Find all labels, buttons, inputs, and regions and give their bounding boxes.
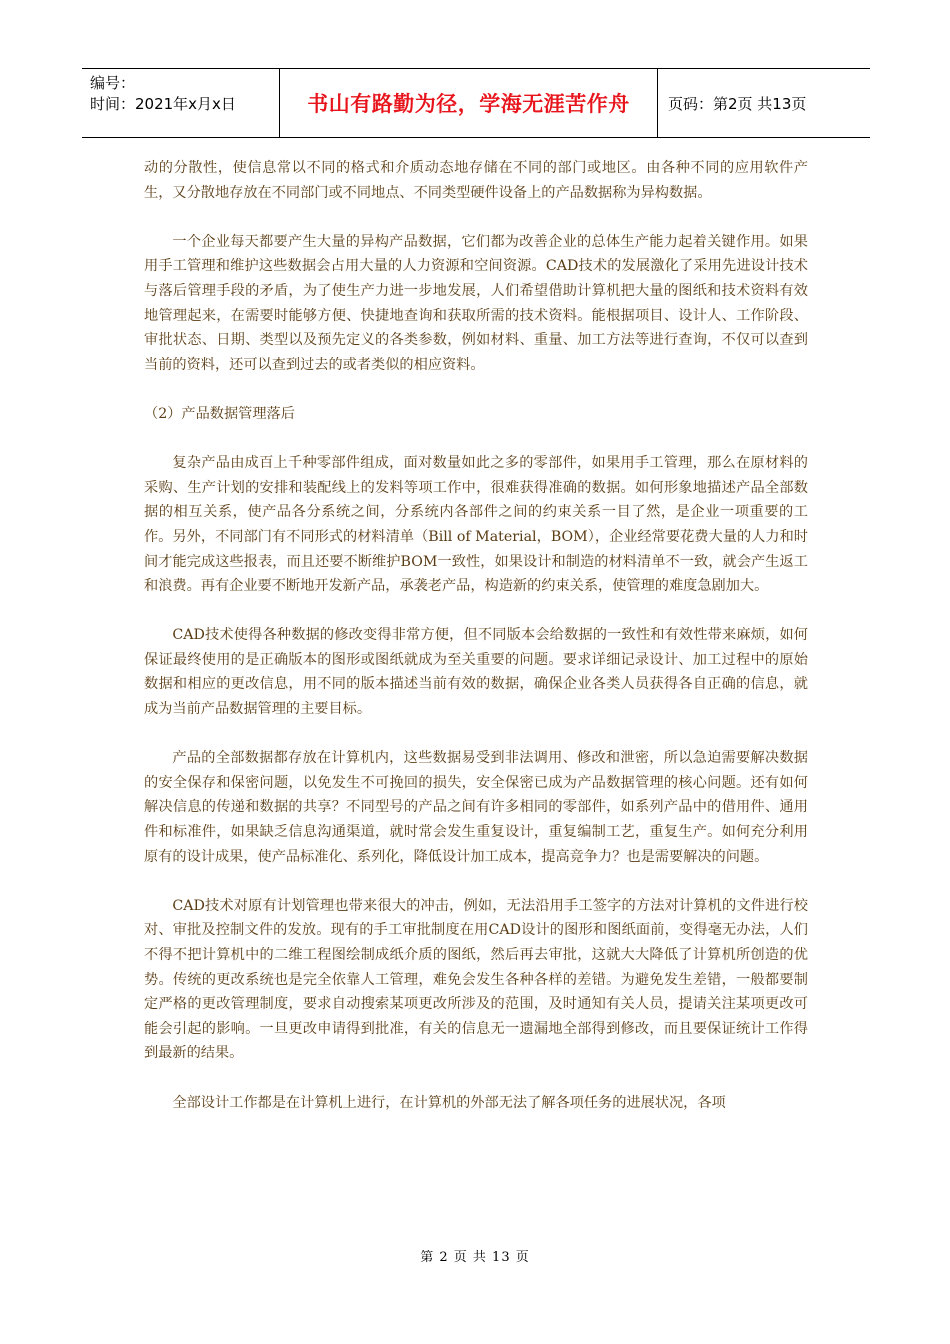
paragraph: CAD技术对原有计划管理也带来很大的冲击，例如，无法沿用手工签字的方法对计算机的文件进行校对、审批及控制文件的发放。现有的手工审批制度在用CAD设计的图形和图纸面前，变得毫无办法，人们不得不把计算机中的二维工程图绘制成纸介质的图纸，然后再去审批，这就大大降低了计算机所创造的优势。传统的更改系统也是完全依靠人工管理，难免会发生各种各样的差错。为避免发生差错，一般都要制定严格的更改管理制度，要求自动搜索某项更改所涉及的范围，及时通知有关人员，提请关注某项更改可能会引起的影响。一旦更改申请得到批准，有关的信息无一遗漏地全部得到修改，而且要保证统计工作得到最新的结果。 (144, 897, 808, 1062)
page-footer: 第 2 页 共 13 页 (420, 1250, 530, 1265)
header-motto: 书山有路勤为径，学海无涯苦作舟 (280, 69, 658, 137)
paragraph: 产品的全部数据都存放在计算机内，这些数据易受到非法调用、修改和泄密，所以急迫需要解决数据的安全保存和保密问题，以免发生不可挽回的损失，安全保密已成为产品数据管理的核心问题。还有如何解决信息的传递和数据的共享？不同型号的产品之间有许多相同的零部件，如系列产品中的借用件、通用件和标准件，如果缺乏信息沟通渠道，就时常会发生重复设计，重复编制工艺，重复生产。如何充分利用原有的设计成果，使产品标准化、系列化，降低设计加工成本，提高竞争力？也是需要解决的问题。 (144, 750, 808, 865)
paragraph: 复杂产品由成百上千种零部件组成，面对数量如此之多的零部件，如果用手工管理，那么在原材料的采购、生产计划的安排和装配线上的发料等项工作中，很难获得准确的数据。如何形象地描述产品全部数据的相互关系，使产品各分系统之间，分系统内各部件之间的约束关系一目了然，是企业一项重要的工作。另外，不同部门有不同形式的材料清单（Bill of Material，BOM），企业经常要花费大量的人力和时间才能完成这些报表，而且还要不断维护BOM一致性，如果设计和制造的材料清单不一致，就会产生返工和浪费。再有企业要不断地开发新产品，承袭老产品，构造新的约束关系，使管理的难度急剧加大。 (144, 455, 808, 595)
paragraph-continued: 动的分散性，使信息常以不同的格式和介质动态地存储在不同的部门或地区。由各种不同的应用软件产生，又分散地存放在不同部门或不同地点、不同类型硬件设备上的产品数据称为异构数据。 (144, 160, 808, 201)
paragraph: CAD技术使得各种数据的修改变得非常方便，但不同版本会给数据的一致性和有效性带来麻烦，如何保证最终使用的是正确版本的图形或图纸就成为至关重要的问题。要求详细记录设计、加工过程中的原始数据和相应的更改信息，用不同的版本描述当前有效的数据，确保企业各类人员获得各自正确的信息，就成为当前产品数据管理的主要目标。 (144, 627, 808, 718)
paragraph: 一个企业每天都要产生大量的异构产品数据，它们都为改善企业的总体生产能力起着关键作用。如果用手工管理和维护这些数据会占用大量的人力资源和空间资源。CAD技术的发展激化了采用先进设计技术与落后管理手段的矛盾，为了使生产力进一步地发展，人们希望借助计算机把大量的图纸和技术资料有效地管理起来，在需要时能够方便、快捷地查询和获取所需的技术资料。能根据项目、设计人、工作阶段、审批状态、日期、类型以及预先定义的各类参数，例如材料、重量、加工方法等进行查询，不仅可以查到当前的资料，还可以查到过去的或者类似的相应资料。 (144, 233, 808, 373)
header-page-info: 页码：第2页 共13页 (668, 94, 807, 113)
header-left-cell (82, 69, 280, 137)
section-heading: （2）产品数据管理落后 (144, 405, 295, 422)
document-time-label: 时间：2021年x月x日 (90, 95, 236, 113)
document-number-label: 编号： (90, 74, 136, 92)
document-body (144, 156, 808, 1140)
paragraph-truncated: 全部设计工作都是在计算机上进行，在计算机的外部无法了解各项任务的进展状况，各项 (172, 1094, 726, 1111)
page-header (82, 68, 870, 138)
